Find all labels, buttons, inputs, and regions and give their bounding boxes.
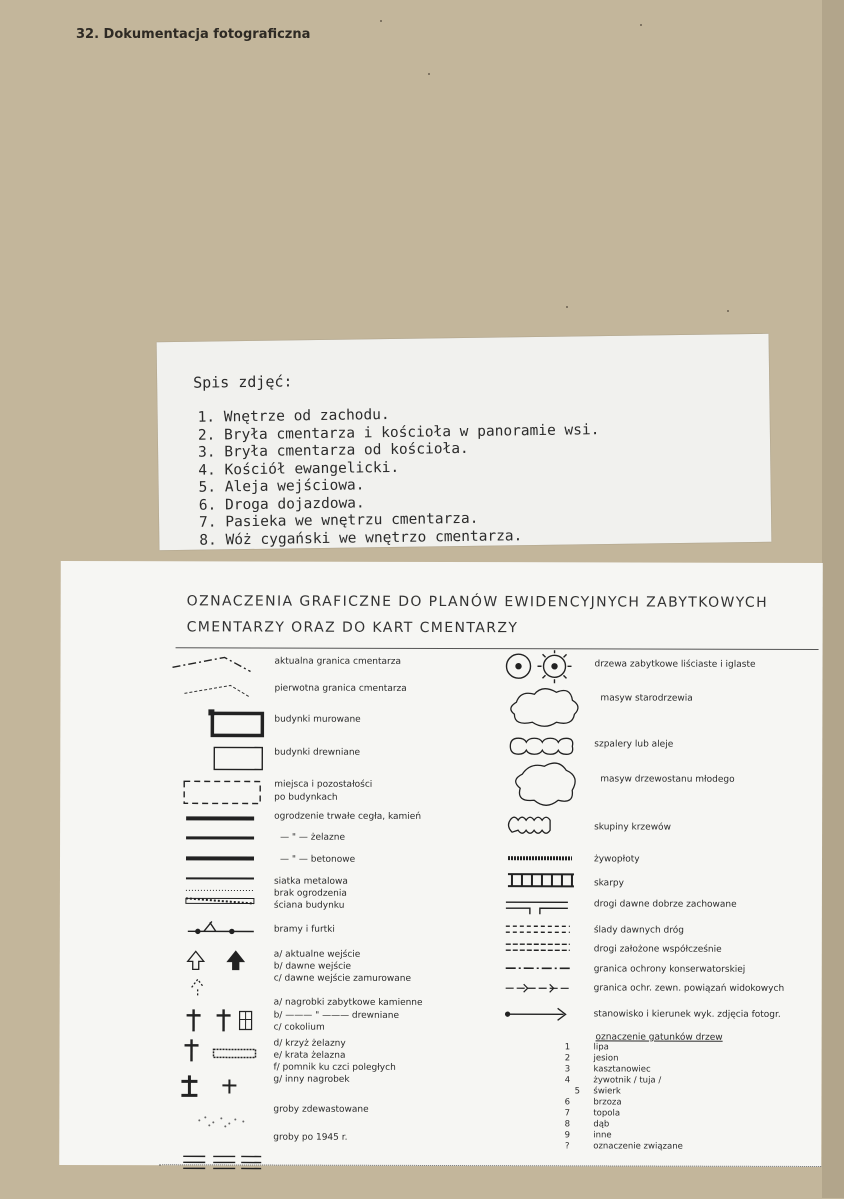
current-boundary-symbol <box>173 657 251 671</box>
label-masonry-buildings: budynki murowane <box>274 715 360 726</box>
slopes-symbol <box>508 874 574 886</box>
alleys-symbol <box>510 738 572 754</box>
label-historic-trees: drzewa zabytkowe liściaste i iglaste <box>595 659 756 670</box>
trees-title: oznaczenie gatunków drzew <box>596 1032 723 1043</box>
label-shrubs: skupiny krzewów <box>594 822 671 833</box>
list-item: 1. Wnętrze od zachodu. <box>198 404 600 427</box>
label-stone-gravestones: a/ nagrobki zabytkowe kamienne <box>274 998 423 1009</box>
paper-speck <box>566 306 568 308</box>
paper-speck <box>380 20 382 22</box>
label-iron-fence: — " — żelazne <box>280 833 345 844</box>
label-old-roads: drogi dawne dobrze zachowane <box>594 899 737 910</box>
list-item: 4. Kościół ewangelicki. <box>198 457 600 480</box>
tree-species: dąb <box>593 1119 609 1129</box>
tree-number: 1 <box>562 1042 574 1052</box>
legend-title-line1: OZNACZENIA GRAFICZNE DO PLANÓW EWIDENCYJNYCH ZABYTKOWYCH <box>187 593 768 611</box>
left-symbols <box>163 649 264 1197</box>
list-item: 6. Droga dojazdowa. <box>199 492 601 515</box>
tree-species: inne <box>593 1130 611 1140</box>
label-view-boundary: granica ochr. zewn. powiązań widokowych <box>594 983 785 994</box>
label-young-stand: masyw drzewostanu młodego <box>600 774 734 785</box>
label-post-1945-graves: groby po 1945 r. <box>273 1133 347 1144</box>
modern-roads-symbol <box>506 944 570 950</box>
label-original-boundary: pierwotna granica cmentarza <box>274 684 406 695</box>
label-wooden-gravestones: b/ ——— " ——— drewniane <box>274 1011 399 1022</box>
old-roads-symbol <box>506 902 568 914</box>
list-item: 3. Bryła cmentarza od kościoła. <box>198 439 600 462</box>
road-traces-symbol <box>506 926 570 932</box>
photo-list <box>198 404 601 550</box>
shrubs-symbol <box>508 817 550 833</box>
label-other-gravestone: g/ inny nagrobek <box>273 1075 349 1086</box>
old-stand-symbol <box>511 689 578 727</box>
tree-species: jesion <box>593 1053 618 1063</box>
tree-number: 7 <box>561 1108 573 1118</box>
label-cokolium: c/ cokolium <box>274 1023 325 1034</box>
tree-species: żywotnik / tuja / <box>593 1075 661 1085</box>
iron-grille-symbol <box>213 1049 255 1057</box>
label-photo-station: stanowisko i kierunek wyk. zdjęcia fotogr. <box>594 1009 781 1020</box>
tree-species: świerk <box>593 1086 620 1096</box>
post-1945-graves-symbol <box>183 1156 261 1168</box>
label-current-entrance: a/ aktualne wejście <box>274 950 361 961</box>
label-old-stand: masyw starodrzewia <box>600 693 692 704</box>
entrance-arrows-symbol <box>188 951 244 995</box>
label-modern-roads: drogi założone współcześnie <box>594 944 722 955</box>
tree-number: 3 <box>561 1064 573 1074</box>
label-iron-cross: d/ krzyż żelazny <box>274 1039 346 1050</box>
legend-sheet <box>59 561 823 1167</box>
paper-speck <box>428 73 430 75</box>
tree-number: 9 <box>561 1130 573 1140</box>
wooden-building-symbol <box>214 747 262 769</box>
tree-number: 2 <box>561 1053 573 1063</box>
tree-number: 5 <box>571 1086 583 1096</box>
photo-list-title: Spis zdjęć: <box>193 372 293 391</box>
label-memorial: f/ pomnik ku czci poległych <box>273 1063 395 1074</box>
legend-divider <box>176 647 819 650</box>
mesh-fence-symbol <box>186 877 254 879</box>
label-remains-2: po budynkach <box>274 793 337 804</box>
photo-station-symbol <box>506 1008 566 1020</box>
legend-title-line2: CMENTARZY ORAZ DO KART CMENTARZY <box>187 619 519 636</box>
masonry-building-symbol <box>212 713 262 735</box>
page-header: 32. Dokumentacja fotograficzna <box>76 27 310 42</box>
list-item: 5. Aleja wejściowa. <box>199 474 601 497</box>
iron-fence-symbol <box>186 836 254 839</box>
historic-trees-symbol <box>506 650 571 683</box>
permanent-fence-symbol <box>186 816 254 820</box>
original-boundary-symbol <box>184 685 250 697</box>
tree-species: topola <box>593 1108 620 1118</box>
paper-speck <box>640 24 642 26</box>
label-alleys: szpalery lub aleje <box>594 739 673 750</box>
label-protection-boundary: granica ochrony konserwatorskiej <box>594 964 746 975</box>
list-item: 7. Pasieka we wnętrzu cmentarza. <box>199 509 601 532</box>
tree-number: 4 <box>561 1075 573 1085</box>
tree-species: brzoza <box>593 1097 621 1107</box>
concrete-fence-symbol <box>186 856 254 860</box>
paper-speck <box>727 310 729 312</box>
label-iron-grille: e/ krata żelazna <box>273 1051 345 1062</box>
label-no-fence: brak ogrodzenia <box>274 889 347 900</box>
label-wooden-buildings: budynki drewniane <box>274 748 360 759</box>
label-slopes: skarpy <box>594 878 624 889</box>
tree-number: ? <box>561 1141 573 1151</box>
label-hedges: żywopłoty <box>594 854 640 865</box>
building-remains-symbol <box>184 781 260 803</box>
page-edge <box>822 0 844 1198</box>
list-item: 2. Bryła cmentarza i kościoła w panoramie wsi. <box>198 422 600 445</box>
view-boundary-symbol <box>506 984 572 992</box>
right-symbols <box>500 650 601 1030</box>
tree-species: oznaczenie związane <box>593 1141 683 1151</box>
label-building-wall: ściana budynku <box>274 901 345 912</box>
young-stand-symbol <box>516 763 576 805</box>
tree-species: kasztanowiec <box>593 1064 650 1074</box>
label-permanent-fence: ogrodzenie trwałe cegła, kamień <box>274 812 421 823</box>
list-item: 8. Wóż cygański we wnętrzo cmentarza. <box>199 527 601 550</box>
gates-symbol <box>188 921 254 933</box>
label-road-traces: ślady dawnych dróg <box>594 925 684 936</box>
memorial-symbol <box>181 1075 236 1095</box>
tree-species: lipa <box>594 1042 609 1052</box>
label-current-boundary: aktualna granica cmentarza <box>275 657 401 668</box>
devastated-graves-symbol <box>198 1116 244 1127</box>
tree-number: 8 <box>561 1119 573 1129</box>
label-old-entrance: b/ dawne wejście <box>274 962 351 973</box>
gravestones-symbol <box>184 1009 251 1061</box>
label-concrete-fence: — " — betonowe <box>280 855 355 866</box>
label-remains-1: miejsca i pozostałości <box>274 780 372 791</box>
photo-list-sheet <box>157 334 772 551</box>
tree-number: 6 <box>561 1097 573 1107</box>
label-mesh-fence: siatka metalowa <box>274 877 348 888</box>
label-gates: bramy i furtki <box>274 925 335 936</box>
label-walled-entrance: c/ dawne wejście zamurowane <box>274 974 411 985</box>
label-devastated-graves: groby zdewastowane <box>273 1105 368 1116</box>
